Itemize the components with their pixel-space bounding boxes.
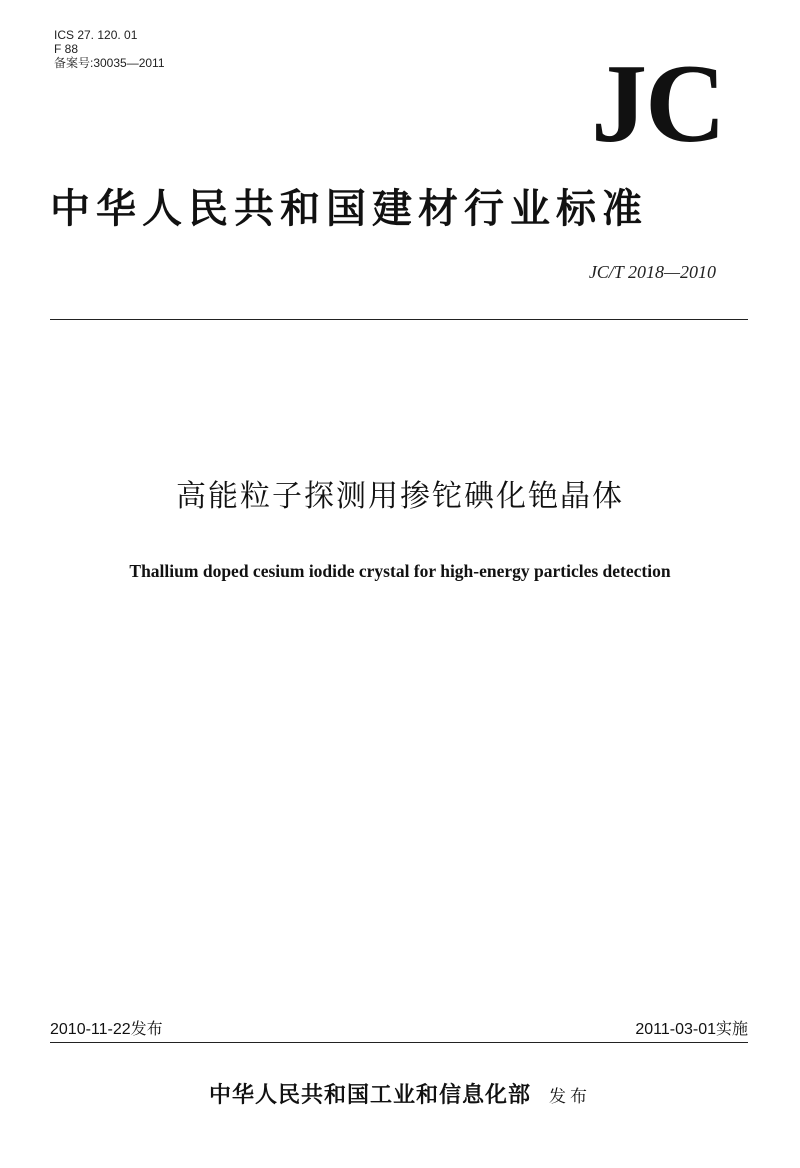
document-title-english: Thallium doped cesium iodide crystal for high-energy particles detection: [129, 561, 671, 581]
document-title-chinese: 高能粒子探测用掺铊碘化铯晶体: [176, 479, 624, 514]
standard-title: 中华人民共和国建材行业标准: [50, 185, 648, 232]
record-number: 备案号:30035—2011: [54, 56, 165, 70]
publisher-name: 中华人民共和国工业和信息化部: [208, 1082, 531, 1108]
effective-date: 2011-03-01实施: [635, 1021, 748, 1038]
classification-code: F 88: [54, 42, 79, 56]
top-divider: [50, 319, 748, 320]
publisher-line: [0, 1080, 800, 1112]
standard-number: JC/T 2018—2010: [588, 262, 716, 282]
bottom-divider: [50, 1042, 748, 1043]
publisher-action: 发布: [549, 1087, 591, 1107]
ics-code: ICS 27. 120. 01: [54, 28, 138, 42]
issue-date: 2010-11-22发布: [50, 1021, 163, 1038]
jc-logo: JC: [591, 42, 724, 166]
